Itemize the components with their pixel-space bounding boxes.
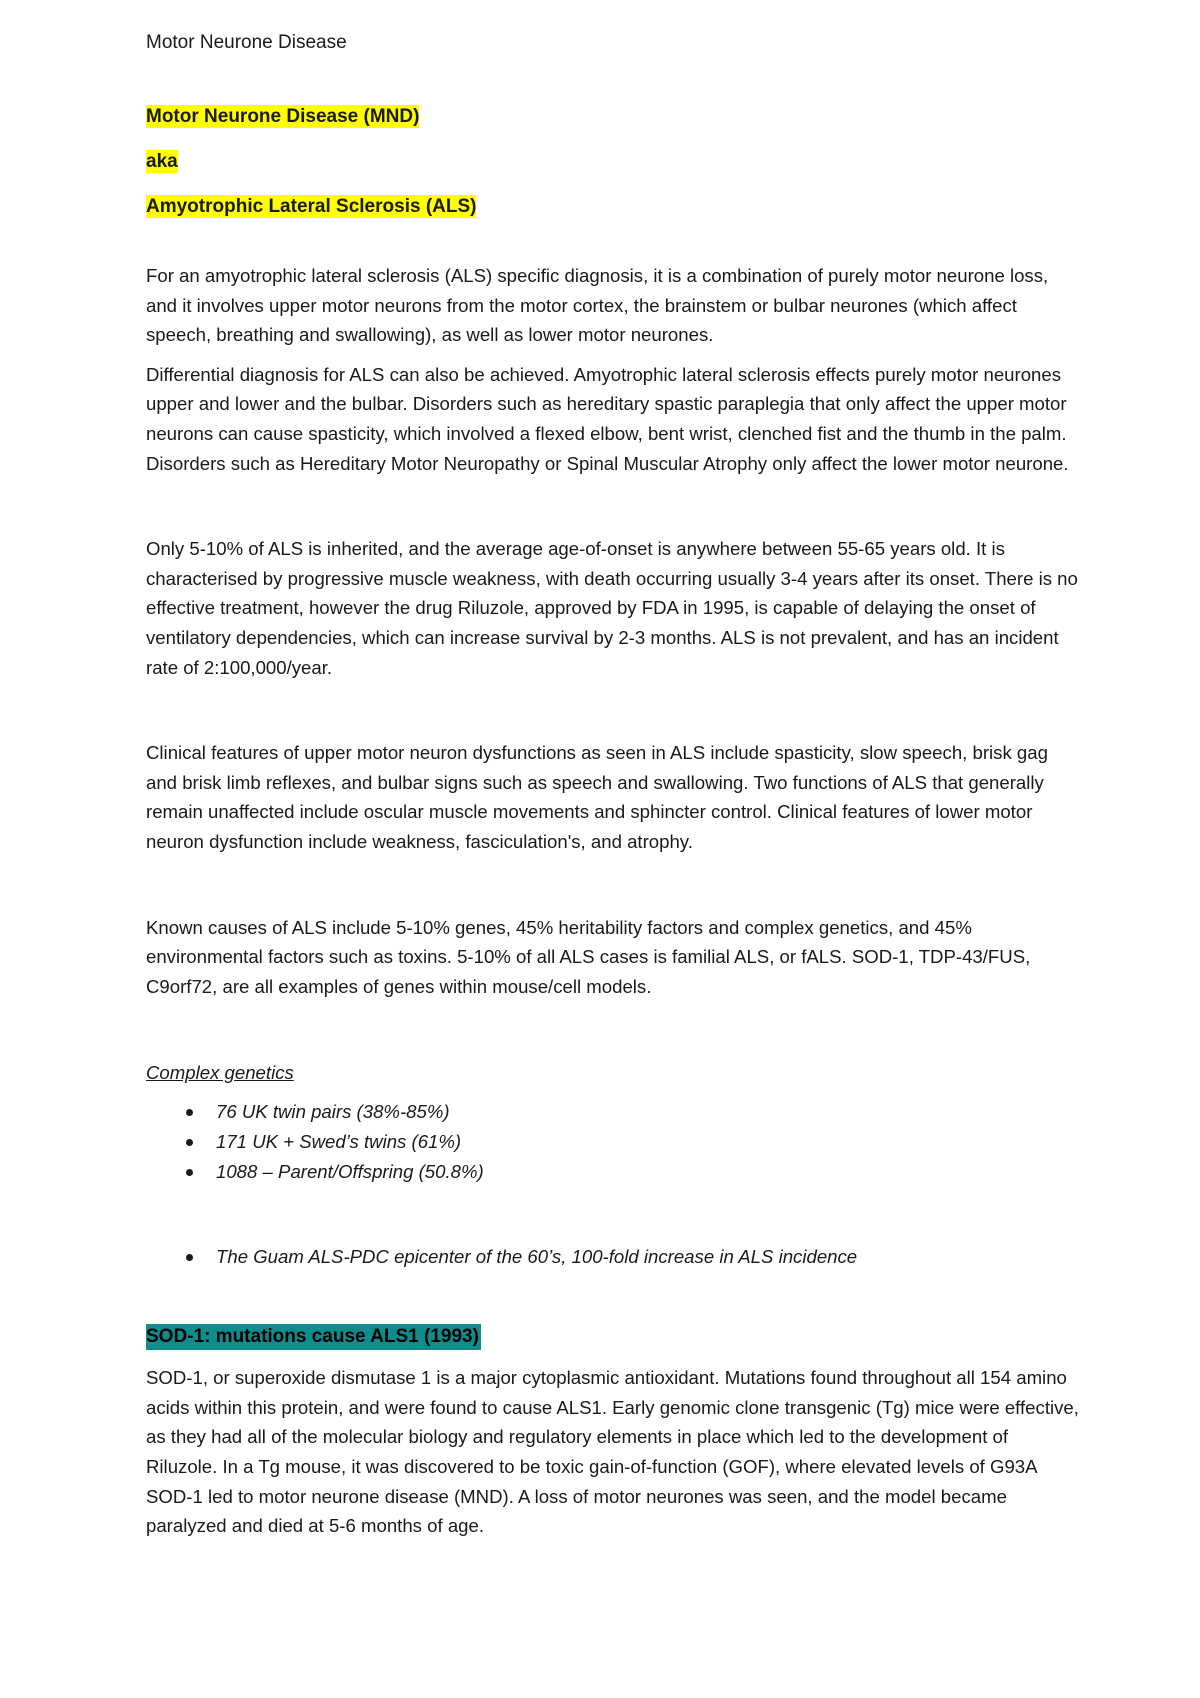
main-title: Motor Neurone Disease (MND) bbox=[146, 106, 420, 127]
title-line-2 bbox=[146, 149, 1200, 175]
list-item bbox=[186, 1157, 1200, 1187]
list-item-text: 76 UK twin pairs (38%-85%) bbox=[216, 1101, 450, 1123]
paragraph-differential-diagnosis: Differential diagnosis for ALS can also be achieved. Amyotrophic lateral sclerosis effects purely motor neurones upper and lower and the bulbar. Disorders such as hereditary spastic paraplegia that only affect the upper motor neurons can cause spasticity, which involved a flexed elbow, bent wrist, clenched fist and the thumb in the palm. Disorders such as Hereditary Motor Neuropathy or Spinal Muscular Atrophy only affect the lower motor neurone. bbox=[146, 363, 1069, 474]
running-header: Motor Neurone Disease bbox=[146, 32, 347, 53]
paragraph-als-diagnosis: For an amyotrophic lateral sclerosis (ALS) specific diagnosis, it is a combination of purely motor neurone loss, and it involves upper motor neurons from the motor cortex, the brainstem or bulbar neurones (which affect speech, breathing and swallowing), as well as lower motor neurones. bbox=[146, 265, 1049, 346]
paragraph-sod1: SOD-1, or superoxide dismutase 1 is a major cytoplasmic antioxidant. Mutations found throughout all 154 amino acids within this protein, and were found to cause ALS1. Early genomic clone transgenic (Tg) mice were effective, as they had all of the molecular biology and regulatory elements in place which led to the development of Riluzole. In a Tg mouse, it was discovered to be toxic gain-of-function (GOF), where elevated levels of G93A SOD-1 led to motor neurone disease (MND). A loss of motor neurones was seen, and the model became paralyzed and died at 5-6 months of age. bbox=[146, 1367, 1079, 1537]
title-line-3 bbox=[146, 194, 1200, 220]
paragraph-known-causes: Known causes of ALS include 5-10% genes, 45% heritability factors and complex genetics, and 45% environmental factors such as toxins. 5-10% of all ALS cases is familial ALS, or fALS. SOD-1, TDP-43/FUS, C9orf72, are all examples of genes within mouse/cell models. bbox=[146, 916, 1031, 997]
bullet-icon bbox=[186, 1169, 193, 1176]
subtitle: Amyotrophic Lateral Sclerosis (ALS) bbox=[146, 196, 477, 217]
title-line-1 bbox=[146, 104, 1200, 130]
guam-list bbox=[146, 1242, 1200, 1272]
list-item-text: 1088 – Parent/Offspring (50.8%) bbox=[216, 1161, 484, 1183]
list-item bbox=[186, 1242, 1200, 1272]
title-aka: aka bbox=[146, 151, 178, 172]
bullet-icon bbox=[186, 1139, 193, 1146]
title-block bbox=[146, 104, 1200, 220]
list-item bbox=[186, 1097, 1200, 1127]
list-item-text: The Guam ALS-PDC epicenter of the 60’s, 100-fold increase in ALS incidence bbox=[216, 1246, 858, 1268]
list-item bbox=[186, 1127, 1200, 1157]
sod1-heading: SOD-1: mutations cause ALS1 (1993) bbox=[146, 1324, 481, 1350]
bullet-icon bbox=[186, 1109, 193, 1116]
paragraph-clinical-features: Clinical features of upper motor neuron dysfunctions as seen in ALS include spasticity, slow speech, brisk gag and brisk limb reflexes, and bulbar signs such as speech and swallowing. Two functions of ALS that generally remain unaffected include oscular muscle movements and sphincter control. Clinical features of lower motor neuron dysfunction include weakness, fasciculation's, and atrophy. bbox=[146, 742, 1048, 852]
complex-genetics-list bbox=[146, 1097, 1200, 1187]
paragraph-inheritance-onset: Only 5-10% of ALS is inherited, and the average age-of-onset is anywhere between 55-65 years old. It is characterised by progressive muscle weakness, with death occurring usually 3-4 years after its onset. There is no effective treatment, however the drug Riluzole, approved by FDA in 1995, is capable of delaying the onset of ventilatory dependencies, which can increase survival by 2-3 months. ALS is not prevalent, and has an incident rate of 2:100,000/year. bbox=[146, 538, 1078, 678]
list-item-text: 171 UK + Swed’s twins (61%) bbox=[216, 1131, 462, 1153]
bullet-icon bbox=[186, 1254, 193, 1261]
complex-genetics-heading: Complex genetics bbox=[146, 1062, 294, 1084]
